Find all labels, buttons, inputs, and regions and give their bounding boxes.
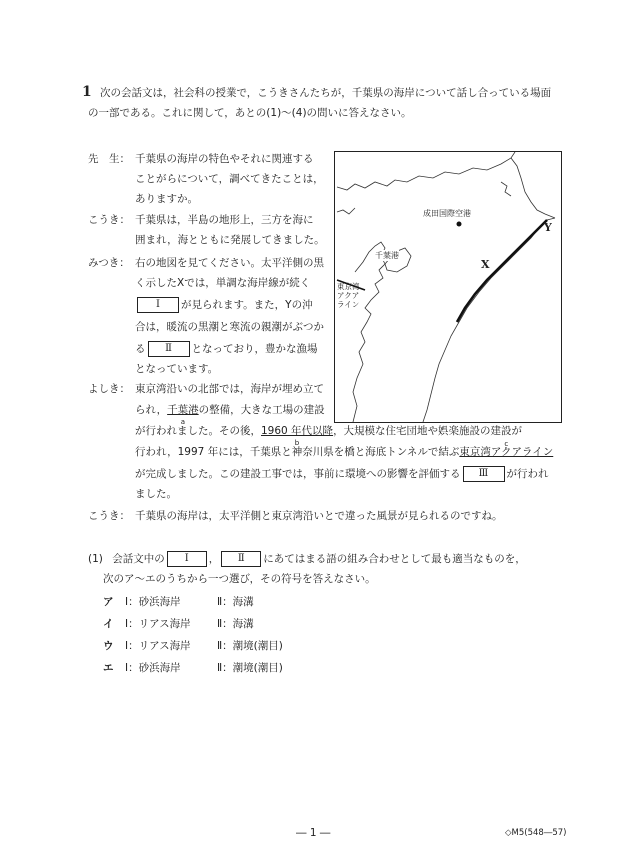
blank-box-3: Ⅲ (463, 466, 505, 482)
mitsuki-line-text: が見られます。また，Yの沖 (181, 299, 313, 311)
underline-c (459, 440, 554, 458)
mitsuki-line-text: となっており，豊かな漁場 (191, 343, 318, 355)
option-key: ア (103, 596, 114, 608)
yoshiki-text: の整備，大きな工場の建設 (198, 404, 325, 416)
question-number: 1 (82, 84, 92, 100)
x-label: X (481, 258, 490, 271)
mitsuki-line: く示したXでは，単調な海岸線が続く (135, 277, 311, 289)
kouki-line: 囲まれ，海とともに発展してきました。 (135, 234, 325, 246)
map-drawing (335, 152, 561, 422)
yoshiki-line (135, 440, 554, 459)
river (501, 182, 511, 196)
speaker-mitsuki: みつき： (88, 257, 130, 269)
kouki-line: 千葉県の海岸は，太平洋側と東京湾沿いとで違った風景が見られるのですね。 (135, 510, 503, 522)
sub1-number: (1) (88, 553, 103, 565)
yoshiki-text: が行われました。その後， (135, 425, 261, 437)
option-ii: Ⅱ：海溝 (217, 618, 254, 630)
kouki-line: 千葉県は，半島の地形上，三方を海に (135, 214, 314, 226)
option-i: Ⅰ：砂浜海岸 (125, 662, 181, 674)
yoshiki-line: ました。 (135, 488, 177, 500)
option-i[interactable] (103, 617, 254, 631)
question-intro-line2: の一部である。これに関して，あとの(1)～(4)の問いに答えなさい。 (88, 107, 412, 119)
sub1-line2: 次のア～エのうちから一つ選び，その符号を答えなさい。 (103, 573, 376, 585)
speaker-teacher: 先 生： (88, 153, 130, 165)
mitsuki-line (135, 341, 318, 357)
teacher-line: 千葉県の海岸の特色やそれに関連する (135, 153, 314, 165)
underline-a (167, 404, 199, 426)
aqualine-label (337, 282, 360, 309)
sub1-comma: ， (208, 553, 220, 565)
mitsuki-line (135, 297, 313, 313)
blank-box-1: Ⅰ (137, 297, 179, 313)
teacher-line: ありますか。 (135, 193, 198, 205)
yoshiki-line (135, 424, 523, 447)
prefecture-border-north (337, 152, 515, 190)
airport-dot (457, 222, 462, 227)
sub1-line1 (88, 551, 526, 567)
mitsuki-line-text: る (135, 343, 146, 355)
yoshiki-text: 行われ，1997 年には，千葉県と神奈川県を橋と海底トンネルで結ぶ (135, 446, 460, 458)
speaker-kouki: こうき： (88, 510, 130, 522)
chiba-map (334, 151, 562, 423)
port-label: 千葉港 (375, 251, 399, 260)
option-e[interactable] (103, 661, 283, 675)
aqualine-label-line: 東京湾 (337, 282, 360, 291)
mitsuki-line: 合は，暖流の黒潮と寒流の親潮がぶつか (135, 321, 324, 333)
exam-code: ◇M5(548―57) (505, 828, 567, 838)
sub1-text: にあてはまる語の組み合わせとして最も適当なものを， (263, 553, 526, 565)
y-label: Y (544, 221, 552, 234)
yoshiki-text: が完成しました。この建設工事では，事前に環境への影響を評価する (135, 468, 461, 480)
yoshiki-line (135, 403, 325, 426)
prefecture-border-west (337, 208, 355, 214)
chiba-port-term: 千葉港 (167, 404, 199, 416)
river-border (511, 158, 555, 218)
yoshiki-line (135, 466, 549, 482)
teacher-line: ことがらについて，調べてきたことは， (135, 173, 324, 185)
airport-label: 成田国際空港 (423, 209, 471, 218)
option-i: Ⅰ：リアス海岸 (125, 618, 191, 630)
blank-box-2: Ⅱ (148, 341, 190, 357)
option-u[interactable] (103, 639, 283, 653)
pacific-coastline (423, 218, 555, 422)
aqualine-label-line: ライン (337, 300, 360, 309)
yoshiki-text: が行われ (506, 468, 549, 480)
option-ii: Ⅱ：海溝 (217, 596, 254, 608)
mark-b: b (294, 439, 300, 447)
yoshiki-text: ，大規模な住宅団地や娯楽施設の建設が (333, 425, 523, 437)
option-ii: Ⅱ：潮境(潮目) (217, 662, 283, 674)
speaker-kouki: こうき： (88, 214, 130, 226)
mark-c: c (504, 440, 509, 448)
yoshiki-line: 東京湾沿いの北部では，海岸が埋め立て (135, 383, 324, 395)
since-1960s-term: 1960 年代以降 (261, 425, 334, 437)
option-key: エ (103, 662, 114, 674)
coast-x-thick-line (457, 220, 547, 322)
option-ii: Ⅱ：潮境(潮目) (217, 640, 283, 652)
option-i: Ⅰ：砂浜海岸 (125, 596, 181, 608)
option-key: イ (103, 618, 114, 630)
aqualine-label-line: アクア (337, 291, 360, 300)
aqualine-term: 東京湾アクアライン (459, 446, 554, 458)
sub1-text: 会話文中の (112, 553, 165, 565)
mitsuki-line: 右の地図を見てください。太平洋側の黒 (135, 257, 324, 269)
page-number: ― 1 ― (296, 827, 331, 839)
speaker-yoshiki: よしき： (88, 383, 130, 395)
underline-b (261, 425, 334, 447)
question-intro-line1: 次の会話文は，社会科の授業で，こうきさんたちが，千葉県の海岸について話し合っている場面 (100, 87, 552, 99)
yoshiki-text: られ， (135, 404, 168, 416)
option-i: Ⅰ：リアス海岸 (125, 640, 191, 652)
mark-a: a (180, 418, 186, 426)
mitsuki-line: となっています。 (135, 363, 219, 375)
blank-box-1: Ⅰ (167, 551, 207, 567)
option-key: ウ (103, 640, 114, 652)
blank-box-2: Ⅱ (221, 551, 261, 567)
option-a[interactable] (103, 595, 254, 609)
tokyo-bay-coastline (353, 242, 385, 422)
